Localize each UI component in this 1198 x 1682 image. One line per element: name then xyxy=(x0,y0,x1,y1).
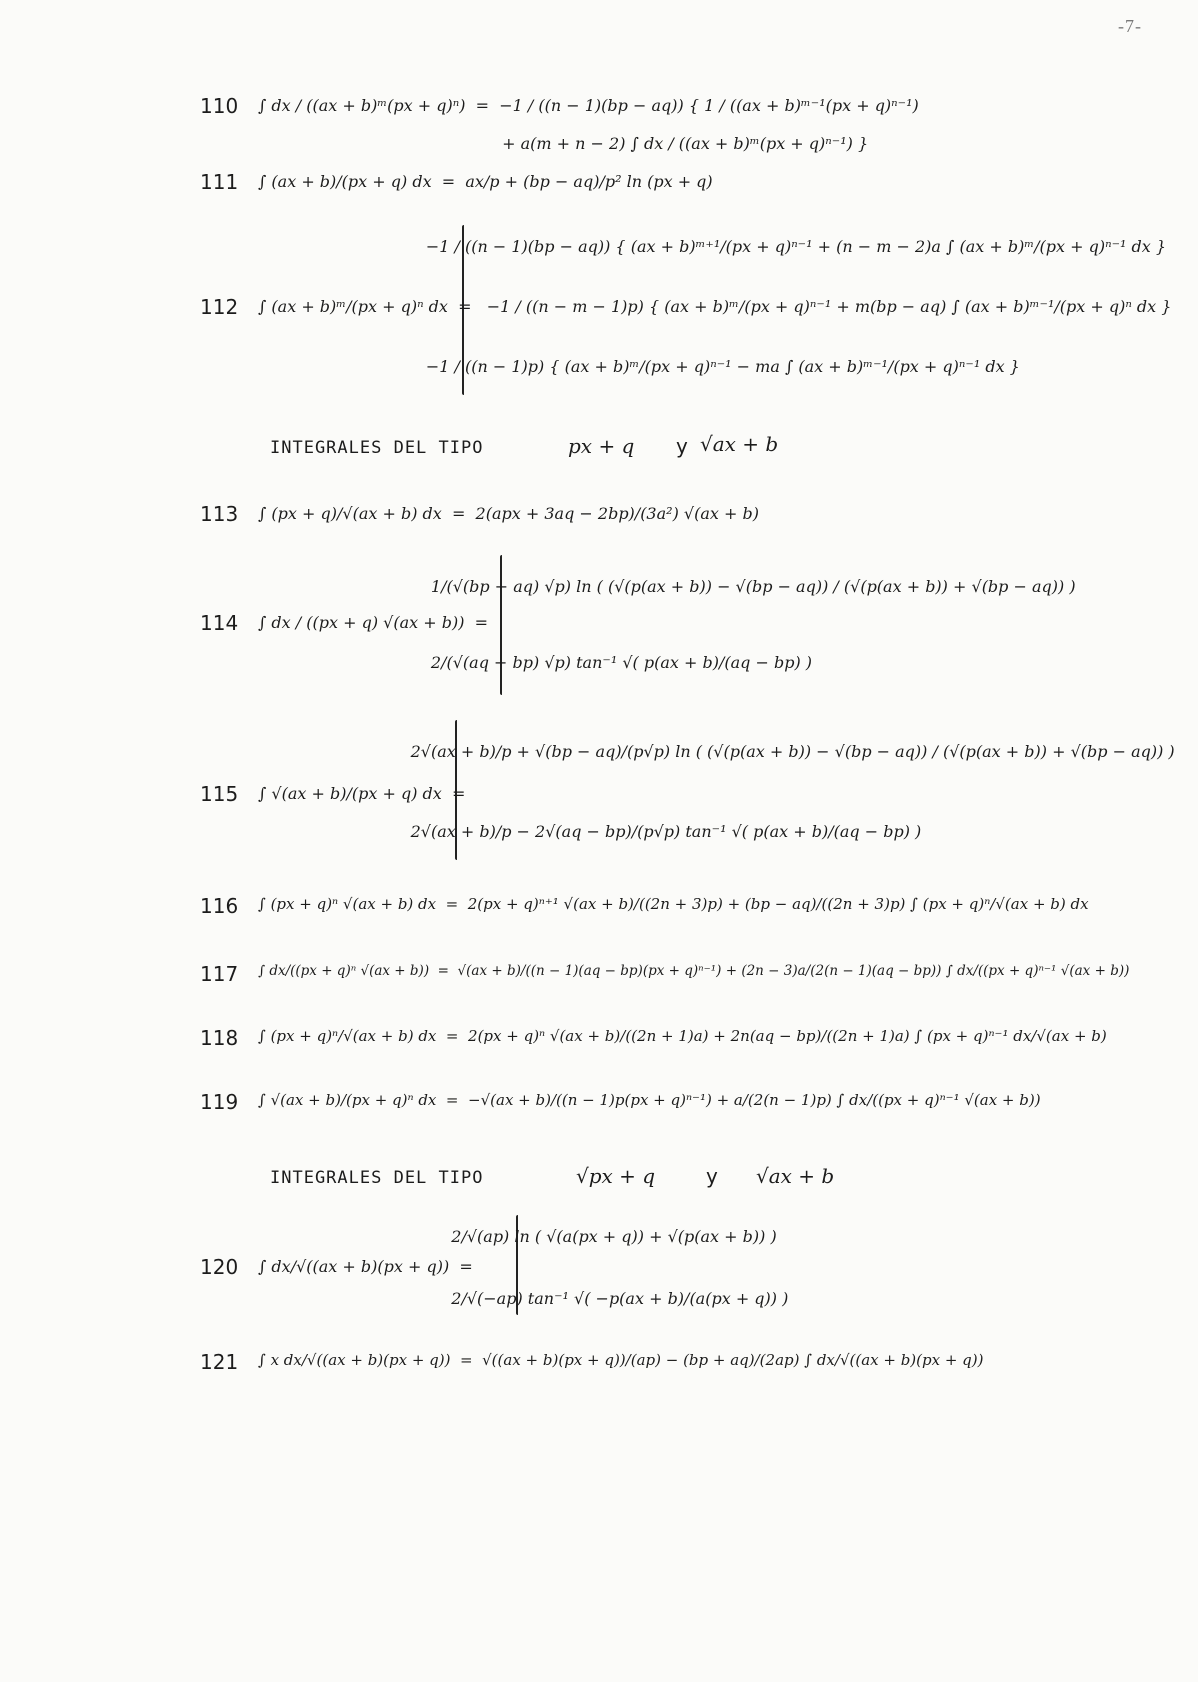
formula-line: ∫ (ax + b)ᵐ/(px + q)ⁿ dx = −1 / ((n − m − 1)p) { (ax + b)ᵐ/(px + q)ⁿ⁻¹ + m(bp − aq) ∫ (ax + b)ᵐ⁻¹/(px + q)ⁿ dx } xyxy=(258,297,1172,316)
section-conj: y xyxy=(676,434,688,458)
section-expr-1: √px + q xyxy=(576,1164,656,1188)
formula-line: ∫ √(ax + b)/(px + q) dx = xyxy=(258,784,466,803)
formula-number: 115 xyxy=(200,782,239,806)
section-label: INTEGRALES DEL TIPO xyxy=(270,1168,484,1188)
formula-number: 116 xyxy=(200,894,239,918)
formula-number: 113 xyxy=(200,502,239,526)
formula-line: 1/(√(bp − aq) √p) ln ( (√(p(ax + b)) − √(bp − aq)) / (√(p(ax + b)) + √(bp − aq)) ) xyxy=(258,577,1076,596)
formula-line: ∫ dx / ((ax + b)ᵐ(px + q)ⁿ) = −1 / ((n − 1)(bp − aq)) { 1 / ((ax + b)ᵐ⁻¹(px + q)ⁿ⁻¹) xyxy=(258,96,919,115)
formula-line: ∫ dx/((px + q)ⁿ √(ax + b)) = √(ax + b)/((n − 1)(aq − bp)(px + q)ⁿ⁻¹) + (2n − 3)a/(2(n − 1)(aq − bp)) ∫ dx/((px + q)ⁿ⁻¹ √(ax + b)) xyxy=(258,963,1130,979)
formula-line: ∫ √(ax + b)/(px + q)ⁿ dx = −√(ax + b)/((n − 1)p(px + q)ⁿ⁻¹) + a/(2(n − 1)p) ∫ dx/((px + q)ⁿ⁻¹ √(ax + b)) xyxy=(258,1091,1041,1109)
formula-number: 118 xyxy=(200,1026,239,1050)
formula-line: ∫ x dx/√((ax + b)(px + q)) = √((ax + b)(px + q))/(ap) − (bp + aq)/(2ap) ∫ dx/√((ax + b)(px + q)) xyxy=(258,1351,984,1369)
formula-line: 2√(ax + b)/p − 2√(aq − bp)/(p√p) tan⁻¹ √( p(ax + b)/(aq − bp) ) xyxy=(258,822,922,841)
formula-line: 2√(ax + b)/p + √(bp − aq)/(p√p) ln ( (√(p(ax + b)) − √(bp − aq)) / (√(p(ax + b)) + √(bp − aq)) ) xyxy=(258,742,1175,761)
formula-number: 120 xyxy=(200,1255,239,1279)
section-conj: y xyxy=(706,1164,718,1188)
formula-line: ∫ (px + q)ⁿ/√(ax + b) dx = 2(px + q)ⁿ √(ax + b)/((2n + 1)a) + 2n(aq − bp)/((2n + 1)a) ∫ (px + q)ⁿ⁻¹ dx/√(ax + b) xyxy=(258,1027,1107,1045)
section-label: INTEGRALES DEL TIPO xyxy=(270,438,484,458)
formula-line: ∫ (px + q)/√(ax + b) dx = 2(apx + 3aq − 2bp)/(3a²) √(ax + b) xyxy=(258,504,759,523)
formula-line: ∫ dx / ((px + q) √(ax + b)) = xyxy=(258,613,489,632)
formula-line: ∫ (ax + b)/(px + q) dx = ax/p + (bp − aq)/p² ln (px + q) xyxy=(258,172,713,191)
formula-number: 119 xyxy=(200,1090,239,1114)
formula-line: 2/√(ap) ln ( √(a(px + q)) + √(p(ax + b)) ) xyxy=(258,1227,777,1246)
formula-line: −1 / ((n − 1)p) { (ax + b)ᵐ/(px + q)ⁿ⁻¹ − ma ∫ (ax + b)ᵐ⁻¹/(px + q)ⁿ⁻¹ dx } xyxy=(258,357,1020,376)
formula-line: 2/√(−ap) tan⁻¹ √( −p(ax + b)/(a(px + q)) ) xyxy=(258,1289,789,1308)
formula-number: 114 xyxy=(200,611,239,635)
formula-number: 112 xyxy=(200,295,239,319)
formula-number: 110 xyxy=(200,94,239,118)
formula-line: ∫ (px + q)ⁿ √(ax + b) dx = 2(px + q)ⁿ⁺¹ √(ax + b)/((2n + 3)p) + (bp − aq)/((2n + 3)p) ∫ (px + q)ⁿ/√(ax + b) dx xyxy=(258,895,1089,913)
formula-line: 2/(√(aq − bp) √p) tan⁻¹ √( p(ax + b)/(aq − bp) ) xyxy=(258,653,813,672)
page-number: -7- xyxy=(1118,16,1142,36)
formula-number: 121 xyxy=(200,1350,239,1374)
formula-number: 117 xyxy=(200,962,239,986)
section-expr-1: px + q xyxy=(568,434,635,458)
section-expr-2: √ax + b xyxy=(756,1164,835,1188)
section-expr-2: √ax + b xyxy=(700,432,779,456)
formula-number: 111 xyxy=(200,170,239,194)
formula-line: + a(m + n − 2) ∫ dx / ((ax + b)ᵐ(px + q)ⁿ⁻¹) } xyxy=(258,134,869,153)
formula-line: ∫ dx/√((ax + b)(px + q)) = xyxy=(258,1257,473,1276)
formula-line: −1 / ((n − 1)(bp − aq)) { (ax + b)ᵐ⁺¹/(px + q)ⁿ⁻¹ + (n − m − 2)a ∫ (ax + b)ᵐ/(px + q)ⁿ⁻¹ dx } xyxy=(258,237,1167,256)
